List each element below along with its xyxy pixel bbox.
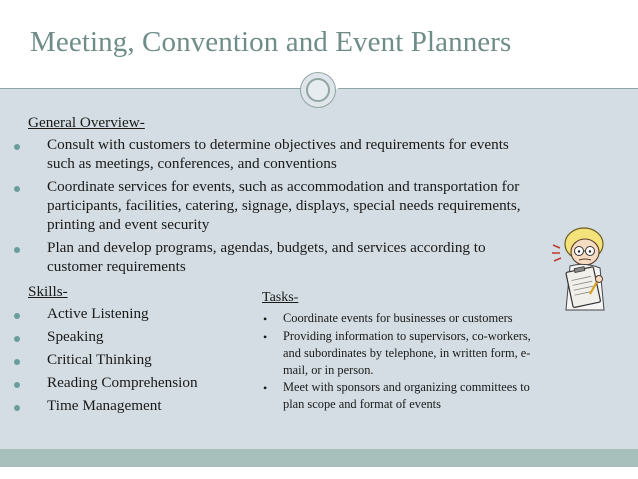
task-item-3-line-2: plan scope and format of events — [283, 397, 441, 411]
skill-item: Time Management — [47, 397, 162, 414]
overview-item-1-line-2: such as meetings, conferences, and conventions — [47, 155, 337, 172]
planner-with-clipboard-icon — [548, 222, 620, 314]
skill-item: Reading Comprehension — [47, 374, 198, 391]
ring-ornament-icon — [300, 72, 336, 108]
footer-band — [0, 449, 638, 467]
overview-item-3-line-2: customer requirements — [47, 258, 186, 275]
overview-item-1-line-1: Consult with customers to determine objectives and requirements for events — [47, 136, 509, 153]
task-item-2-line-2: and subordinates by telephone, in written form, e- — [283, 346, 531, 360]
skill-item: Critical Thinking — [47, 351, 152, 368]
bullet-icon — [14, 336, 20, 342]
task-item-1-line-1: Coordinate events for businesses or customers — [283, 311, 513, 325]
task-bullet: • — [263, 381, 268, 395]
task-bullet: • — [263, 312, 268, 326]
bullet-icon — [14, 359, 20, 365]
task-bullet: • — [263, 330, 268, 344]
overview-item-2-line-3: printing and event security — [47, 216, 210, 233]
overview-item-2-line-2: participants, facilities, catering, signage, displays, special needs requirements, — [47, 197, 521, 214]
bullet-icon — [14, 313, 20, 319]
bullet-icon — [14, 247, 20, 253]
overview-item-2-line-1: Coordinate services for events, such as accommodation and transportation for — [47, 178, 520, 195]
title-rule-left — [0, 88, 302, 89]
bullet-icon — [14, 186, 20, 192]
skill-item: Speaking — [47, 328, 104, 345]
tasks-heading: Tasks- — [262, 290, 299, 305]
overview-item-3-line-1: Plan and develop programs, agendas, budgets, and services according to — [47, 239, 486, 256]
skills-heading: Skills- — [28, 283, 68, 300]
bullet-icon — [14, 144, 20, 150]
task-item-2-line-3: mail, or in person. — [283, 363, 374, 377]
overview-heading: General Overview- — [28, 114, 145, 131]
task-item-2-line-1: Providing information to supervisors, co-workers, — [283, 329, 531, 343]
slide-title: Meeting, Convention and Event Planners — [30, 26, 512, 58]
title-rule-right — [338, 88, 638, 89]
bullet-icon — [14, 405, 20, 411]
task-item-3-line-1: Meet with sponsors and organizing committees to — [283, 380, 530, 394]
footer-strip — [0, 467, 638, 479]
bullet-icon — [14, 382, 20, 388]
skill-item: Active Listening — [47, 305, 149, 322]
